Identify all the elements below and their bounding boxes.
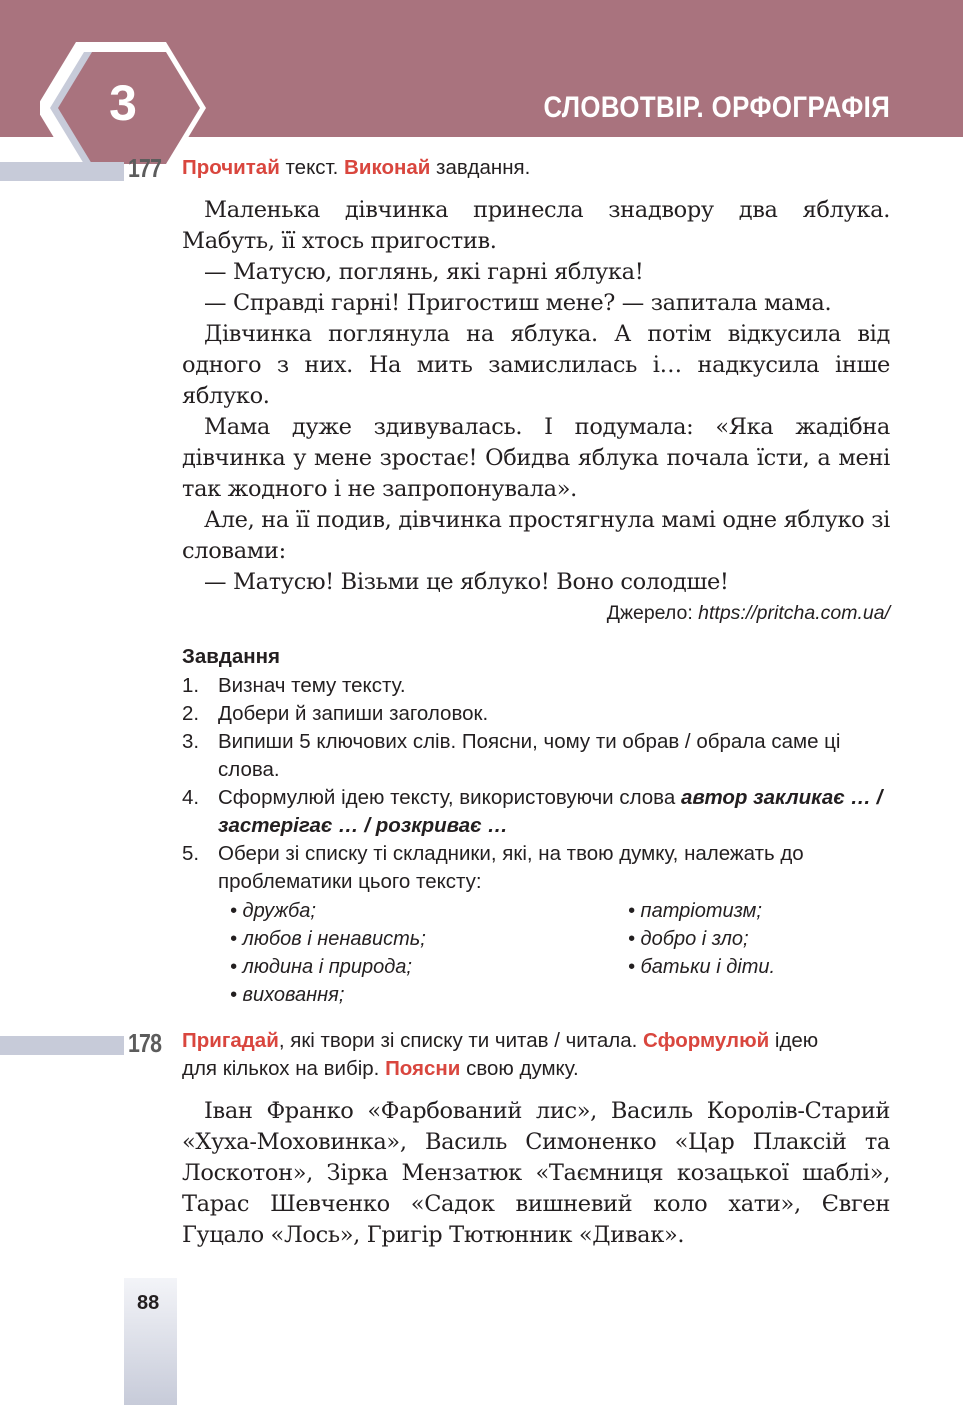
exercise-177-bar xyxy=(0,162,124,181)
options-column-left xyxy=(230,897,426,1009)
option-item: • батьки і діти. xyxy=(628,956,776,978)
task-number: 5. xyxy=(182,842,200,865)
works-paragraph: Іван Франко «Фарбований лис», Василь Королів-Старий «Хуха-Моховинка», Василь Симоненко «Цар Плаксій та Лоскотон», Зірка Мензатюк «Таємниця козацької шаблі», Тарас Шевченко «Садок вишневий коло хати», Євген Гуцало «Лось», Григір Тютюнник «Дивак». xyxy=(182,1098,890,1248)
list-item xyxy=(182,728,892,784)
option-item: • дружба; xyxy=(230,900,316,922)
option-item: • виховання; xyxy=(230,984,345,1006)
task-text: Визнач тему тексту. xyxy=(218,674,406,697)
instruction-verb: Виконай xyxy=(344,156,431,179)
instruction-text: ідею для кількох на вибір. xyxy=(182,1029,819,1080)
instruction-text: текст. xyxy=(279,156,345,179)
task-text: Добери й запиши заголовок. xyxy=(218,702,489,725)
text-paragraph: Мама дуже здивувалась. І подумала: «Яка жадібна дівчинка у мене зростає! Обидва яблука почала їсти, а мені так жодного і не запропонувала». xyxy=(182,414,890,502)
instruction-verb: Прочитай xyxy=(182,156,280,179)
task-keywords: автор закликає … / застерігає … / розкриває … xyxy=(218,786,883,837)
task-text: Сформулюй ідею тексту, використовуючи слова xyxy=(218,786,681,809)
tasks-heading: Завдання xyxy=(182,645,280,668)
page-number: 88 xyxy=(137,1292,160,1314)
text-paragraph: Маленька дівчинка принесла знадвору два яблука. Мабуть, її хтось пригостив. xyxy=(182,197,890,254)
instruction-verb: Сформулюй xyxy=(643,1029,770,1052)
list-item xyxy=(182,700,892,728)
text-paragraph: — Справді гарні! Пригостиш мене? — запитала мама. xyxy=(204,290,832,316)
exercise-177-number: 177 xyxy=(128,153,162,183)
exercise-178-works-list xyxy=(182,1096,890,1251)
list-item xyxy=(182,840,892,896)
chapter-title: СЛОВОТВІР. ОРФОГРАФІЯ xyxy=(543,91,890,124)
option-item: • патріотизм; xyxy=(628,900,762,922)
option-item: • добро і зло; xyxy=(628,928,749,950)
instruction-text: завдання. xyxy=(430,156,531,179)
task-text: Випиши 5 ключових слів. Поясни, чому ти обрав / обрала саме ці слова. xyxy=(218,730,841,781)
list-item xyxy=(182,784,892,840)
text-paragraph: — Матусю, поглянь, які гарні яблука! xyxy=(204,259,644,285)
task-number: 4. xyxy=(182,786,200,809)
text-paragraph: Дівчинка поглянула на яблука. А потім відкусила від одного з них. На мить замислилась і… надкусила інше яблуко. xyxy=(182,321,890,409)
options-column-right xyxy=(628,897,775,981)
chapter-number: 3 xyxy=(109,75,137,131)
text-paragraph: — Матусю! Візьми це яблуко! Воно солодше! xyxy=(204,569,729,595)
exercise-177-text xyxy=(182,195,890,598)
task-text: Обери зі списку ті складники, які, на твою думку, належать до проблематики цього тексту: xyxy=(218,842,804,893)
task-list xyxy=(182,672,892,896)
task-number: 2. xyxy=(182,702,200,725)
exercise-178-instruction xyxy=(182,1027,842,1083)
source-label: Джерело: xyxy=(606,602,699,624)
list-item xyxy=(182,672,892,700)
exercise-178-number: 178 xyxy=(128,1028,162,1058)
task-number: 3. xyxy=(182,730,200,753)
task-number: 1. xyxy=(182,674,200,697)
instruction-verb: Поясни xyxy=(385,1057,461,1080)
instruction-text: свою думку. xyxy=(460,1057,579,1080)
source-citation xyxy=(607,602,890,625)
source-link[interactable]: https://pritcha.com.ua/ xyxy=(698,602,890,624)
option-item: • любов і ненависть; xyxy=(230,928,426,950)
instruction-verb: Пригадай xyxy=(182,1029,279,1052)
option-item: • людина і природа; xyxy=(230,956,412,978)
exercise-177-instruction xyxy=(182,154,530,182)
text-paragraph: Але, на її подив, дівчинка простягнула мамі одне яблуко зі словами: xyxy=(182,507,890,564)
exercise-178-bar xyxy=(0,1036,124,1055)
instruction-text: , які твори зі списку ти читав / читала. xyxy=(278,1029,644,1052)
